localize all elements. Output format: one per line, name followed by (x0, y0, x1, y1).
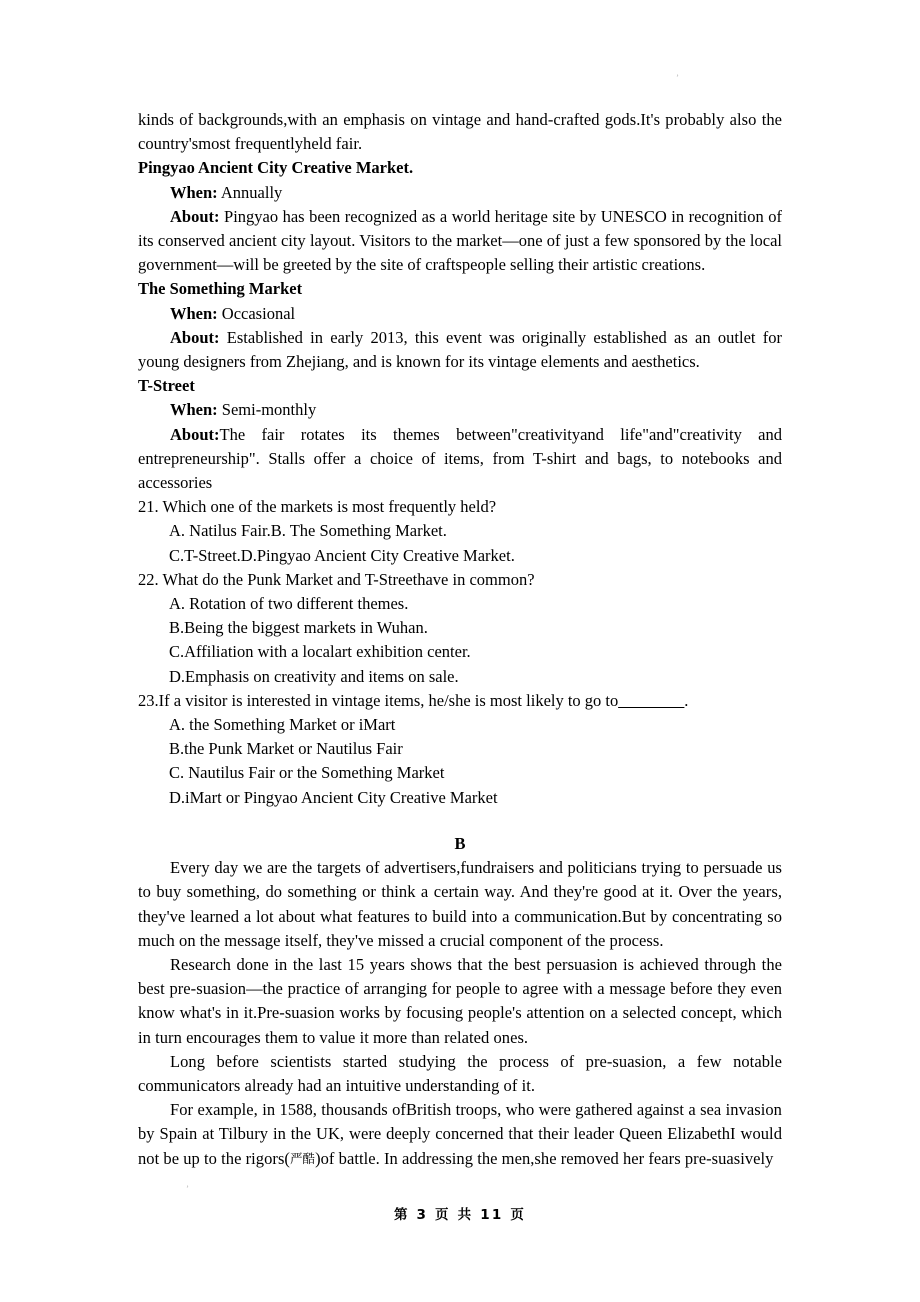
question-22-option-d[interactable]: D.Emphasis on creativity and items on sale. (169, 666, 459, 686)
about-value: Pingyao has been recognized as a world heritage site by UNESCO in recognition of its conserved ancient city layout. Visitors to the market—one of just a few sponsored by the local government—will be greeted by the site of craftspeople selling their artistic creations. (138, 206, 782, 275)
when-label: When: (170, 303, 218, 323)
question-23-answer-blank[interactable]: ________ (618, 690, 685, 710)
question-23-option-d[interactable]: D.iMart or Pingyao Ancient City Creative Market (169, 787, 498, 807)
market-heading-something: The Something Market (138, 279, 303, 299)
market-about-pingyao (138, 205, 782, 278)
chinese-gloss-rigors: 严酷 (289, 1150, 316, 1166)
passage-b-paragraph-3: Long before scientists started studying the process of pre-suasion, a few notable communicators already had an intuitive understanding of it. (138, 1051, 782, 1095)
question-23-option-b[interactable]: B.the Punk Market or Nautilus Fair (169, 739, 403, 759)
market-when-tstreet (138, 398, 782, 422)
when-value: Semi-monthly (217, 400, 317, 420)
passage-a-continued-paragraph: kinds of backgrounds,with an emphasis on vintage and hand-crafted gods.It's probably also the country'smost frequentlyheld fair. (138, 110, 782, 154)
question-21-option-row-2[interactable]: C.T-Street.D.Pingyao Ancient City Creative Market. (169, 545, 515, 565)
scan-artifact-bottom: ʼ (186, 1184, 189, 1194)
market-when-pingyao (138, 181, 782, 205)
passage-b-paragraph-2: Research done in the last 15 years shows that the best persuasion is achieved through the best pre-suasion—the practice of arranging for people to agree with a message before they even know what's in it.Pre-suasion works by focusing people's attention on a selected concept, which in turn encourages them to value it more than related ones. (138, 954, 782, 1047)
question-21-option-row-1[interactable]: A. Natilus Fair.B. The Something Market. (169, 521, 447, 541)
page-content (138, 108, 782, 1171)
question-23-stem (138, 689, 782, 713)
market-heading-tstreet: T-Street (138, 376, 195, 396)
passage-b-paragraph-4-part1: For example, in 1588, thousands ofBritish troops, who were gathered against a sea invasion by Spain at Tilbury in the UK, were deeply concerned that their leader Queen ElizabethI would not be up to the rigors( (138, 1100, 782, 1168)
about-label: About: (170, 327, 220, 347)
when-label: When: (170, 400, 218, 420)
scan-artifact-top: ʼ (676, 73, 679, 83)
question-23-option-a[interactable]: A. the Something Market or iMart (169, 715, 396, 735)
question-22-stem: 22. What do the Punk Market and T-Streethave in common? (138, 569, 535, 589)
when-value: Annually (217, 182, 283, 202)
question-23-stem-text: 23.If a visitor is interested in vintage items, he/she is most likely to go to (138, 690, 619, 710)
about-value: Established in early 2013, this event was originally established as an outlet for young designers from Zhejiang, and is known for its vintage elements and aesthetics. (138, 327, 782, 372)
passage-b-paragraph-1: Every day we are the targets of advertisers,fundraisers and politicians trying to persuade us to buy something, do something or think a certain way. And they're good at it. Over the years, they've learned a lot about what features to build into a communication.But by concentrating so much on the message itself, they've missed a crucial component of the process. (138, 858, 782, 950)
page-footer: 第 3 页 共 11 页 (393, 1207, 527, 1223)
market-about-something (138, 326, 782, 374)
passage-b-letter: B (454, 833, 466, 853)
question-22-option-c[interactable]: C.Affiliation with a localart exhibition center. (169, 642, 471, 662)
question-22-option-b[interactable]: B.Being the biggest markets in Wuhan. (169, 618, 428, 638)
when-value: Occasional (217, 303, 296, 323)
question-23-option-c[interactable]: C. Nautilus Fair or the Something Market (169, 763, 445, 783)
about-label: About: (170, 424, 220, 444)
section-spacer (138, 810, 782, 832)
question-22-option-a[interactable]: A. Rotation of two different themes. (169, 594, 409, 614)
about-value: The fair rotates its themes between"creativityand life"and"creativity and entrepreneurship". Stalls offer a choice of items, from T-shirt and bags, to notebooks and accessories (138, 424, 782, 493)
market-heading-pingyao: Pingyao Ancient City Creative Market. (138, 158, 414, 178)
about-label: About: (170, 206, 220, 226)
passage-b-paragraph-4 (138, 1098, 782, 1171)
question-21-stem: 21. Which one of the markets is most frequently held? (138, 497, 497, 517)
when-label: When: (170, 182, 218, 202)
market-about-tstreet (138, 423, 782, 496)
market-when-something (138, 302, 782, 326)
passage-b-paragraph-4-part2: )of battle. In addressing the men,she removed her fears pre-suasively (315, 1148, 774, 1168)
question-23-stem-suffix: . (684, 690, 689, 710)
